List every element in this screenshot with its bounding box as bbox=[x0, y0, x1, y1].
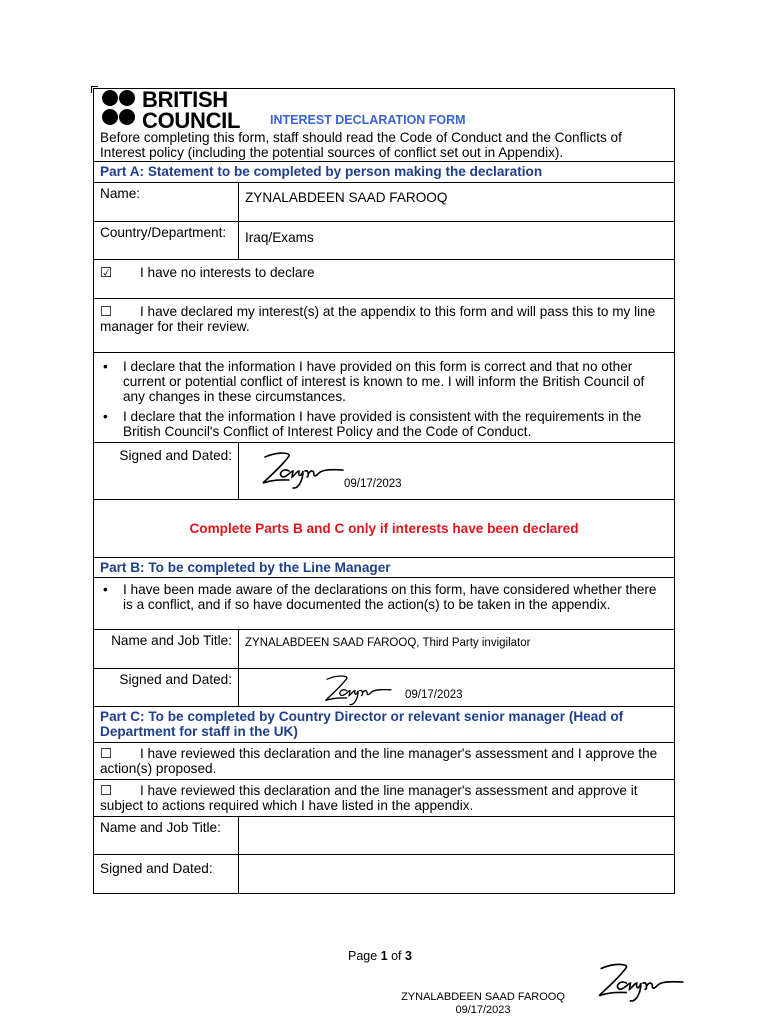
part-b-signed-date: 09/17/2023 bbox=[405, 689, 463, 701]
form-table bbox=[93, 88, 675, 894]
footer-signer-name: ZYNALABDEEN SAAD FAROOQ bbox=[401, 991, 565, 1003]
part-a-signed-label: Signed and Dated: bbox=[94, 443, 239, 500]
part-c-name-field[interactable] bbox=[239, 817, 675, 855]
declaration-bullet-consistent: • I declare that the information I have provided is consistent with the requirements in the British Council's Conflict of Interest Policy and the Code of Conduct. bbox=[123, 409, 668, 439]
no-interests-text: I have no interests to declare bbox=[140, 265, 315, 280]
part-c-heading: Part C: To be completed by Country Director or relevant senior manager (Head of Department for staff in the UK) bbox=[94, 707, 675, 743]
part-b-bullet-row bbox=[94, 578, 675, 630]
form-intro: Before completing this form, staff should read the Code of Conduct and the Conflicts of Interest policy (including the potential sources of conflict set out in Appendix). bbox=[100, 130, 622, 160]
footer-signer bbox=[391, 991, 575, 1017]
logo-word-british: BRITISH bbox=[142, 87, 228, 112]
checkbox-approve-with-actions[interactable]: ☐ bbox=[100, 783, 113, 798]
footer-signature-icon bbox=[594, 958, 690, 1004]
form-header bbox=[94, 89, 675, 162]
declared-interests-text: I have declared my interest(s) at the appendix to this form and will pass this to my line manager for their review. bbox=[100, 304, 656, 334]
country-label: Country/Department: bbox=[94, 222, 239, 260]
part-a-signed-date: 09/17/2023 bbox=[344, 478, 402, 490]
form-title: INTEREST DECLARATION FORM bbox=[270, 113, 466, 127]
part-c-signature-field[interactable] bbox=[239, 855, 675, 894]
declaration-bullet-correct: • I declare that the information I have provided on this form is correct and that no other current or potential conflict of interest is known to me. I will inform the British Council of any changes in these circumstances. bbox=[123, 359, 668, 404]
declaration-form bbox=[93, 88, 675, 894]
no-interest-row bbox=[94, 260, 675, 299]
signature-icon bbox=[319, 671, 399, 707]
signature-icon bbox=[259, 447, 349, 491]
approve-text: I have reviewed this declaration and the line manager's assessment and I approve the action(s) proposed. bbox=[100, 746, 658, 776]
checkbox-declared-interests[interactable]: ☐ bbox=[100, 304, 113, 319]
part-c-name-label: Name and Job Title: bbox=[94, 817, 239, 855]
checkbox-approve[interactable]: ☐ bbox=[100, 746, 113, 761]
declared-interest-row bbox=[94, 299, 675, 353]
name-field[interactable]: ZYNALABDEEN SAAD FAROOQ bbox=[239, 183, 675, 222]
part-b-signature-field[interactable] bbox=[239, 669, 675, 707]
part-c-approve-row bbox=[94, 743, 675, 780]
logo-word-council: COUNCIL bbox=[142, 108, 241, 133]
part-b-name-label: Name and Job Title: bbox=[94, 630, 239, 669]
part-a-heading: Part A: Statement to be completed by person making the declaration bbox=[94, 162, 675, 183]
part-c-signed-label: Signed and Dated: bbox=[94, 855, 239, 894]
declaration-bullets bbox=[94, 353, 675, 443]
name-label: Name: bbox=[94, 183, 239, 222]
country-field[interactable]: Iraq/Exams bbox=[239, 222, 675, 260]
part-b-signed-label: Signed and Dated: bbox=[94, 669, 239, 707]
part-b-heading: Part B: To be completed by the Line Manager bbox=[94, 558, 675, 578]
part-a-signature-field[interactable] bbox=[239, 443, 675, 500]
page-number: Page 1 of 3 bbox=[348, 949, 412, 963]
part-b-name-field[interactable]: ZYNALABDEEN SAAD FAROOQ, Third Party invigilator bbox=[239, 630, 675, 669]
part-c-conditional-row bbox=[94, 780, 675, 817]
approve-with-actions-text: I have reviewed this declaration and the line manager's assessment and approve it subject to actions required which I have listed in the appendix. bbox=[100, 783, 638, 813]
part-b-bullet: • I have been made aware of the declarations on this form, have considered whether there is a conflict, and if so have documented the action(s) to be taken in the appendix. bbox=[123, 582, 668, 612]
parts-b-c-notice: Complete Parts B and C only if interests have been declared bbox=[94, 500, 675, 558]
footer-signer-date: 09/17/2023 bbox=[455, 1004, 511, 1016]
checkbox-no-interests[interactable]: ☑ bbox=[100, 265, 113, 280]
